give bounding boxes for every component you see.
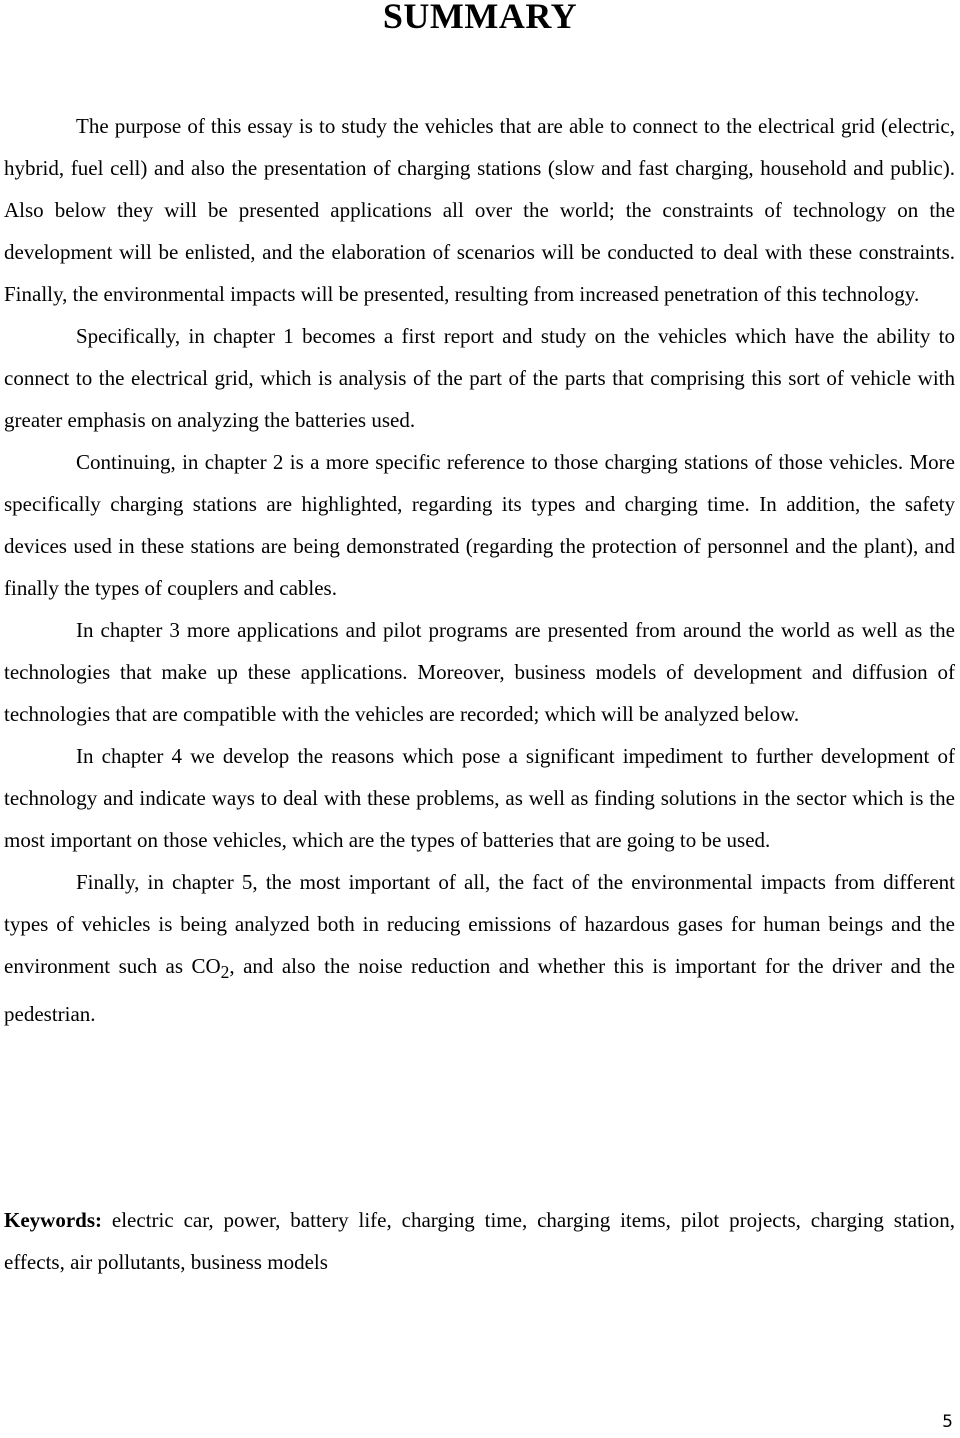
paragraph-chapter-5 bbox=[4, 861, 955, 1035]
keywords-label: Keywords: bbox=[4, 1208, 102, 1232]
page-title: SUMMARY bbox=[382, 0, 578, 36]
paragraph-chapter-5-text-end: , and also the noise reduction and whether this is important for the driver and the pedestrian. bbox=[4, 954, 955, 1027]
paragraph-chapter-4: In chapter 4 we develop the reasons which pose a significant impediment to further development of technology and indicate ways to deal with these problems, as well as finding solutions in the sector which is the most important on those vehicles, which are the types of batteries that are going to be used. bbox=[4, 744, 955, 852]
paragraph-chapter-3: In chapter 3 more applications and pilot programs are presented from around the world as well as the technologies that make up these applications. Moreover, business models of development and diffusion of technologies that are compatible with the vehicles are recorded; which will be analyzed below. bbox=[4, 618, 955, 726]
summary-body bbox=[4, 105, 955, 1035]
page-number: 5 bbox=[942, 1412, 953, 1432]
keywords-line bbox=[4, 1199, 955, 1283]
paragraph-purpose: The purpose of this essay is to study the vehicles that are able to connect to the electrical grid (electric, hybrid, fuel cell) and also the presentation of charging stations (slow and fast charging, household and public). Also below they will be presented applications all over the world; the constraints of technology on the development will be enlisted, and the elaboration of scenarios will be conducted to deal with these constraints. Finally, the environmental impacts will be presented, resulting from increased penetration of this technology. bbox=[4, 114, 955, 306]
co2-subscript: 2 bbox=[220, 962, 230, 983]
paragraph-chapter-1: Specifically, in chapter 1 becomes a first report and study on the vehicles which have the ability to connect to the electrical grid, which is analysis of the part of the parts that comprising this sort of vehicle with greater emphasis on analyzing the batteries used. bbox=[4, 324, 955, 432]
paragraph-chapter-5-text: Finally, in chapter 5, the most important of all, the fact of the environmental impacts from different types of vehicles is being analyzed both in reducing emissions of hazardous gases for human beings and the environment such as CO bbox=[4, 870, 955, 978]
keywords-text: electric car, power, battery life, charging time, charging items, pilot projects, charging station, effects, air pollutants, business models bbox=[4, 1208, 955, 1274]
paragraph-chapter-2: Continuing, in chapter 2 is a more specific reference to those charging stations of those vehicles. More specifically charging stations are highlighted, regarding its types and charging time. In addition, the safety devices used in these stations are being demonstrated (regarding the protection of personnel and the plant), and finally the types of couplers and cables. bbox=[4, 450, 955, 600]
